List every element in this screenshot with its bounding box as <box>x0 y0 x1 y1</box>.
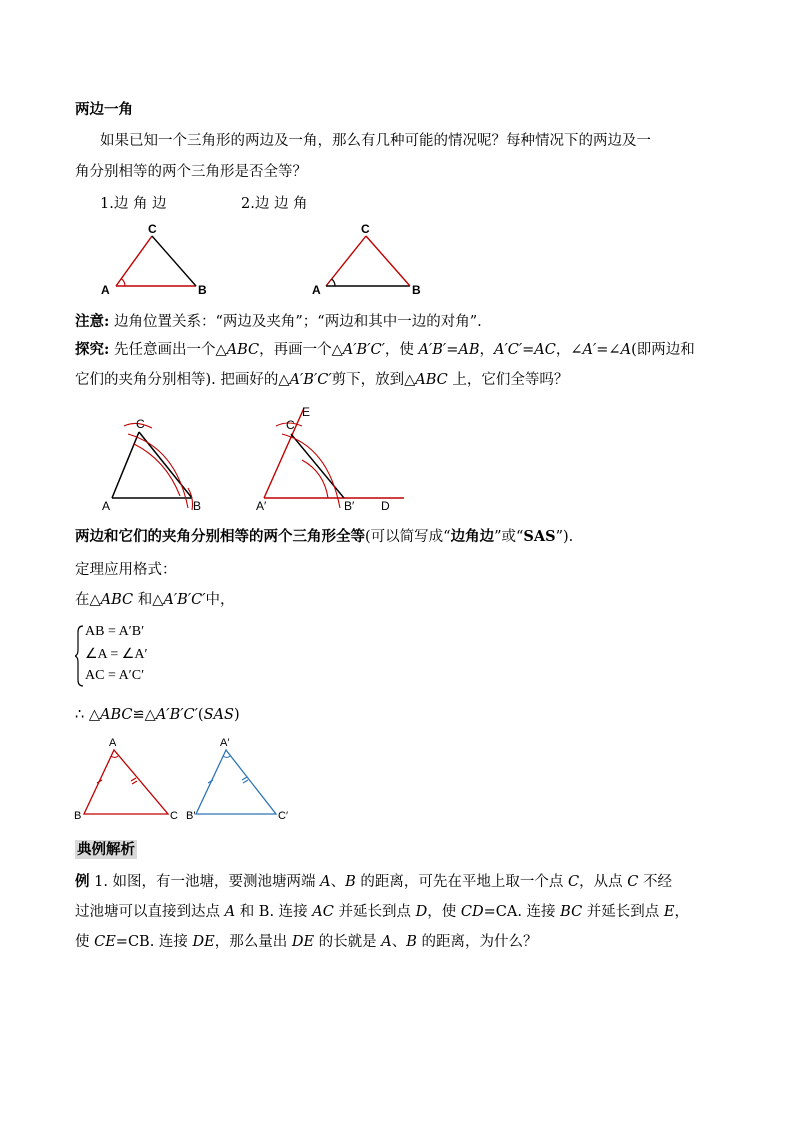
side-bc <box>152 236 196 286</box>
example-text: . 连接 <box>149 934 193 950</box>
math-triangle: △ABC <box>88 707 133 723</box>
figure-triangle-a-b-c-prime-blue <box>186 736 298 828</box>
math-point: D <box>415 904 428 920</box>
example-text: ，从点 <box>579 874 628 890</box>
tick-mark <box>131 778 136 781</box>
example-text: 并延长到点 <box>333 904 416 920</box>
example-text: ， <box>674 904 689 920</box>
theorem-abbr: 边角边 <box>450 528 495 545</box>
figure-construction-a-b-c-prime <box>252 404 410 516</box>
example-line-1 <box>75 872 672 892</box>
vertex-a-prime-label: A′ <box>220 737 230 749</box>
vertex-b-label: B <box>74 810 82 822</box>
point-e-label: E <box>302 405 311 419</box>
vertex-b-label: B <box>198 283 207 297</box>
math-segment: DE <box>291 934 315 950</box>
example-text: 并延长到点 <box>582 904 664 920</box>
vertex-b-label: B <box>412 283 421 297</box>
equation-row: AC = A′C′ <box>85 668 145 683</box>
side-bc <box>366 236 410 286</box>
math-segment: BC <box>560 904 583 920</box>
example-text: =C <box>115 934 140 950</box>
math-point: A <box>381 934 392 950</box>
math-triangle: △ABC <box>215 342 260 358</box>
paren: ) <box>233 707 240 723</box>
angle-a-mark <box>121 279 125 286</box>
therefore-symbol: ∴ <box>75 707 89 723</box>
explore-line-1 <box>75 340 695 360</box>
vertex-b-prime-label: B′ <box>344 499 355 513</box>
vertex-a-label: A <box>101 283 110 297</box>
example-text: 、 <box>391 934 407 950</box>
math-segment: DE <box>192 934 215 950</box>
case-1-label: 1.边 角 边 <box>100 196 167 212</box>
side-ac <box>116 236 152 286</box>
vertex-b-prime-label: B′ <box>186 810 196 822</box>
example-text: . 连接 <box>517 904 561 920</box>
example-text: 不经 <box>638 874 672 890</box>
math-segment: CD <box>460 904 484 920</box>
math-point: A <box>320 874 331 890</box>
vertex-a-label: A <box>109 737 117 749</box>
brace-icon <box>75 624 85 688</box>
math-expr: A′C′=AC <box>493 342 556 358</box>
example-heading <box>75 840 137 860</box>
math-triangle: △A′B′C′ <box>331 342 385 358</box>
tick-mark <box>242 777 247 780</box>
example-text: B <box>139 934 150 950</box>
figure-triangle-abc-red <box>72 736 184 828</box>
equation-row: ∠A = ∠A′ <box>85 647 148 662</box>
math-triangle: A′B′C′ <box>155 707 198 723</box>
math-expr: A′ <box>582 342 597 358</box>
example-text: 、 <box>330 874 346 890</box>
example-line-3 <box>75 932 538 952</box>
vertex-a-label: A <box>312 283 321 297</box>
explore-label: 探究: <box>75 341 110 358</box>
example-text: A <box>506 904 518 920</box>
explore-text: 先任意画出一个 <box>109 342 216 358</box>
example-text: ，那么量出 <box>214 934 292 950</box>
tick-mark <box>243 780 248 783</box>
ray-ae <box>264 408 304 498</box>
math-point: C <box>627 874 639 890</box>
theorem-text: (可以简写成“ <box>365 529 451 545</box>
triangle-a-b-c-prime <box>196 750 276 814</box>
example-line-2 <box>75 902 689 922</box>
math-expr: A′B′=AB <box>418 342 480 358</box>
side-ac <box>112 432 139 498</box>
in-text: 在 <box>75 592 90 608</box>
case-2-label: 2.边 边 角 <box>241 196 308 212</box>
vertex-b-label: B <box>193 499 202 513</box>
explore-text: ，再画一个 <box>259 342 332 358</box>
explore-text: 它们的夹角分别相等). 把画好的 <box>75 372 279 388</box>
note-text: 边角位置关系：“两边及夹角”；“两边和其中一边的对角”. <box>109 314 482 330</box>
math-point: A <box>224 904 236 920</box>
theorem-text: ”或“ <box>494 529 524 545</box>
example-text: 的距离，为什么？ <box>416 934 538 950</box>
math-expr: A <box>620 342 632 358</box>
math-point: E <box>663 904 675 920</box>
math-triangle: △A′B′C′ <box>278 372 332 388</box>
vertex-c-label: C <box>148 222 157 236</box>
tick-mark <box>132 781 137 784</box>
construction-arc <box>282 434 340 508</box>
conclusion-line <box>75 705 240 725</box>
example-text: 使 <box>75 934 95 950</box>
example-text: 和 B. 连接 <box>235 904 313 920</box>
note-label: 注意: <box>75 313 110 330</box>
side-bc <box>291 434 344 498</box>
math-point: C <box>568 874 580 890</box>
math-triangle: △A′B′C′ <box>152 592 206 608</box>
theorem-line <box>75 527 573 547</box>
construction-arc <box>188 488 193 510</box>
theorem-text: 两边和它们的夹角分别相等的两个三角形全等 <box>75 528 365 545</box>
paren: ( <box>197 707 204 723</box>
explore-line-2 <box>75 370 568 390</box>
figure-construction-abc <box>96 404 226 516</box>
math-point: B <box>406 934 417 950</box>
example-text: 过池塘可以直接到达点 <box>75 904 225 920</box>
format-label: 定理应用格式： <box>75 562 177 578</box>
angle-a-mark <box>111 756 118 758</box>
example-text: 1. 如图，有一池塘，要测池塘两端 <box>89 874 321 890</box>
triangle-abc <box>84 750 168 814</box>
angle-a-mark <box>223 756 230 758</box>
section-title: 两边一角 <box>75 101 133 118</box>
explore-text: ，∠ <box>555 342 583 358</box>
theorem-text: ”). <box>555 529 574 545</box>
angle-a-mark <box>332 279 335 286</box>
note-line <box>75 312 482 332</box>
example-text: ，使 <box>427 904 461 920</box>
math-segment: CE <box>94 934 116 950</box>
side-ac <box>326 236 366 286</box>
explore-text: 剪下，放到 <box>331 372 405 388</box>
vertex-c-prime-label: C′ <box>278 810 289 822</box>
intro-line-2: 角分别相等的两个三角形是否全等？ <box>75 164 307 180</box>
equation-system <box>75 624 185 688</box>
explore-text: ，使 <box>384 342 419 358</box>
point-d-label: D <box>381 499 390 513</box>
in-text: 中， <box>205 592 235 608</box>
math-triangle: △ABC <box>404 372 448 388</box>
math-point: B <box>345 874 356 890</box>
explore-text: (即两边和 <box>631 342 695 358</box>
vertex-c-label: C <box>361 222 370 236</box>
example-label: 例 <box>75 873 90 890</box>
explore-text: ， <box>479 342 494 358</box>
example-text: =C <box>483 904 507 920</box>
figure-ssa-triangle <box>310 222 440 298</box>
explore-text: =∠ <box>596 342 621 358</box>
math-segment: AC <box>312 904 334 920</box>
in-triangles-line <box>75 590 235 610</box>
explore-text: 上，它们全等吗？ <box>447 372 569 388</box>
example-text: 的长就是 <box>314 934 382 950</box>
theorem-abbr: SAS <box>523 528 556 545</box>
example-text: 的距离，可先在平地上取一个点 <box>355 874 569 890</box>
math-expr: SAS <box>203 707 234 723</box>
intro-line-1: 如果已知一个三角形的两边及一角，那么有几种可能的情况呢？每种情况下的两边及一 <box>100 133 651 149</box>
vertex-a-prime-label: A′ <box>256 499 267 513</box>
equation-row: AB = A′B′ <box>85 624 145 639</box>
example-heading-text: 典例解析 <box>77 841 135 858</box>
vertex-c-label: C <box>286 418 295 432</box>
vertex-a-label: A <box>102 499 111 513</box>
construction-arc <box>134 444 180 496</box>
congruent-symbol: ≌△ <box>132 707 156 723</box>
vertex-c-label: C <box>136 417 145 431</box>
math-triangle: △ABC <box>89 592 134 608</box>
in-text: 和 <box>133 592 153 608</box>
figure-sas-triangle <box>96 222 226 298</box>
vertex-c-label: C <box>170 810 178 822</box>
